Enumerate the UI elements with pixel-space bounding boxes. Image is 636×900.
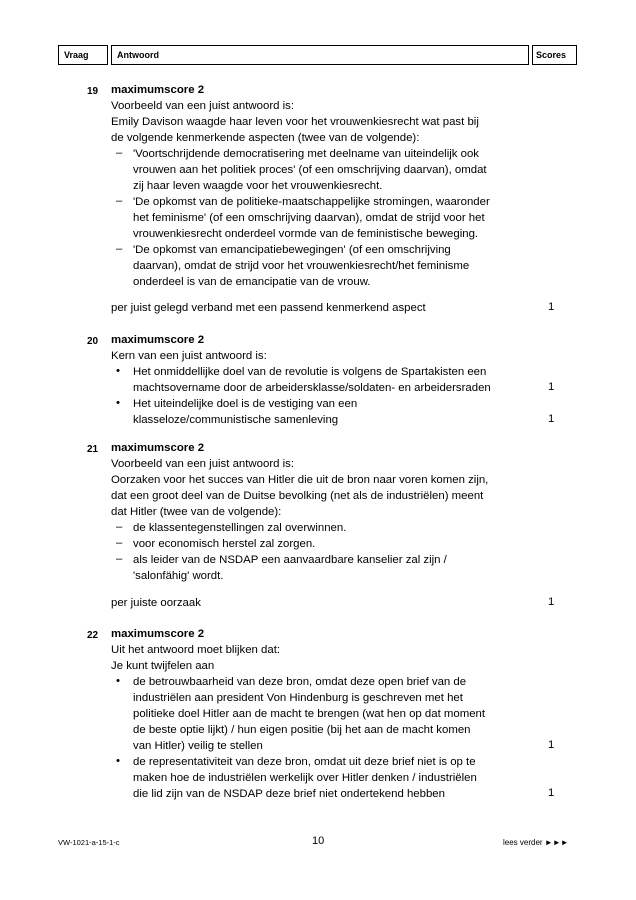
q19-item-2: vrouwenkiesrecht onderdeel vormde van de feministische beweging. <box>133 228 479 240</box>
q22-score-1: 1 <box>548 739 555 751</box>
q22-text: Je kunt twijfelen aan <box>111 660 215 672</box>
q20-bullet-1: machtsovername door de arbeidersklasse/soldaten- en arbeidersraden <box>133 382 491 394</box>
q19-text: Emily Davison waagde haar leven voor het vrouwenkiesrecht wat past bij <box>111 116 479 128</box>
q19-item-3: onderdeel is van de emancipatie van de vrouw. <box>133 276 371 288</box>
dash-marker: – <box>116 147 123 159</box>
bullet-marker: • <box>116 365 120 377</box>
q21-item-3: 'salonfähig' wordt. <box>133 570 224 582</box>
q22-intro: Uit het antwoord moet blijken dat: <box>111 644 281 656</box>
q19-scoring-rule: per juist gelegd verband met een passend kenmerkend aspect <box>111 302 426 314</box>
question-number-22: 22 <box>87 630 99 641</box>
q21-score: 1 <box>548 596 555 608</box>
q19-intro: Voorbeeld van een juist antwoord is: <box>111 100 295 112</box>
header-antwoord: Antwoord <box>111 45 529 65</box>
q20-score-1: 1 <box>548 381 555 393</box>
dash-marker: – <box>116 537 123 549</box>
q19-item-1: zij haar leven waagde voor het vrouwenkiesrecht. <box>133 180 383 192</box>
q22-bullet-1: de betrouwbaarheid van deze bron, omdat deze open brief van de <box>133 676 467 688</box>
dash-marker: – <box>116 195 123 207</box>
q20-bullet-2: klasseloze/communistische samenleving <box>133 414 339 426</box>
q22-bullet-2: die lid zijn van de NSDAP deze brief niet ondertekend hebben <box>133 788 445 800</box>
q19-item-2: het feminisme' (of een omschrijving daarvan), omdat de strijd voor het <box>133 212 485 224</box>
q21-intro: Voorbeeld van een juist antwoord is: <box>111 458 295 470</box>
q21-text: Oorzaken voor het succes van Hitler die uit de bron naar voren komen zijn, <box>111 474 489 486</box>
q22-bullet-1: politieke doel Hitler aan de macht te brengen (wat hen op dat moment <box>133 708 486 720</box>
q20-intro: Kern van een juist antwoord is: <box>111 350 267 362</box>
page-number: 10 <box>312 835 325 847</box>
continue-note: lees verder ►►► <box>503 838 569 847</box>
q21-text: dat Hitler (twee van de volgende): <box>111 506 282 518</box>
q21-item-3: als leider van de NSDAP een aanvaardbare kanselier zal zijn / <box>133 554 447 566</box>
bullet-marker: • <box>116 397 120 409</box>
q22-bullet-2: de representativiteit van deze bron, omdat uit deze brief niet is op te <box>133 756 476 768</box>
q21-item-2: voor economisch herstel zal zorgen. <box>133 538 316 550</box>
q22-score-2: 1 <box>548 787 555 799</box>
q21-text: dat een groot deel van de Duitse bevolking (net als de industriëlen) meent <box>111 490 484 502</box>
q22-bullet-1: van Hitler) veilig te stellen <box>133 740 263 752</box>
dash-marker: – <box>116 521 123 533</box>
question-number-20: 20 <box>87 336 99 347</box>
header-scores: Scores <box>532 45 577 65</box>
question-number-21: 21 <box>87 444 99 455</box>
question-number-19: 19 <box>87 86 99 97</box>
q21-scoring-rule: per juiste oorzaak <box>111 597 201 609</box>
dash-marker: – <box>116 553 123 565</box>
q21-item-1: de klassentegenstellingen zal overwinnen. <box>133 522 347 534</box>
header-vraag: Vraag <box>58 45 108 65</box>
q22-bullet-2: maken hoe de industriëlen werkelijk over Hitler denken / industriëlen <box>133 772 477 784</box>
q20-bullet-1: Het onmiddellijke doel van de revolutie is volgens de Spartakisten een <box>133 366 487 378</box>
q19-score: 1 <box>548 301 555 313</box>
q20-title: maximumscore 2 <box>111 334 205 346</box>
q21-title: maximumscore 2 <box>111 442 205 454</box>
q19-item-3: daarvan), omdat de strijd voor het vrouwenkiesrecht/het feminisme <box>133 260 470 272</box>
q19-title: maximumscore 2 <box>111 84 205 96</box>
q22-bullet-1: de beste optie lijkt) / hun eigen positie (bij het aan de macht komen <box>133 724 471 736</box>
q22-title: maximumscore 2 <box>111 628 205 640</box>
q19-item-3: 'De opkomst van emancipatiebewegingen' (of een omschrijving <box>133 244 451 256</box>
document-code: VW-1021-a-15-1-c <box>58 838 120 847</box>
q19-item-1: 'Voortschrijdende democratisering met deelname van uiteindelijk ook <box>133 148 479 160</box>
bullet-marker: • <box>116 755 120 767</box>
q22-bullet-1: industriëlen aan president Von Hindenburg is geschreven met het <box>133 692 463 704</box>
bullet-marker: • <box>116 675 120 687</box>
q19-item-1: vrouwen aan het politiek proces' (of een omschrijving daarvan), omdat <box>133 164 487 176</box>
q19-item-2: 'De opkomst van de politieke-maatschappelijke stromingen, waaronder <box>133 196 490 208</box>
q19-text: de volgende kenmerkende aspecten (twee van de volgende): <box>111 132 420 144</box>
dash-marker: – <box>116 243 123 255</box>
q20-score-2: 1 <box>548 413 555 425</box>
q20-bullet-2: Het uiteindelijke doel is de vestiging van een <box>133 398 358 410</box>
